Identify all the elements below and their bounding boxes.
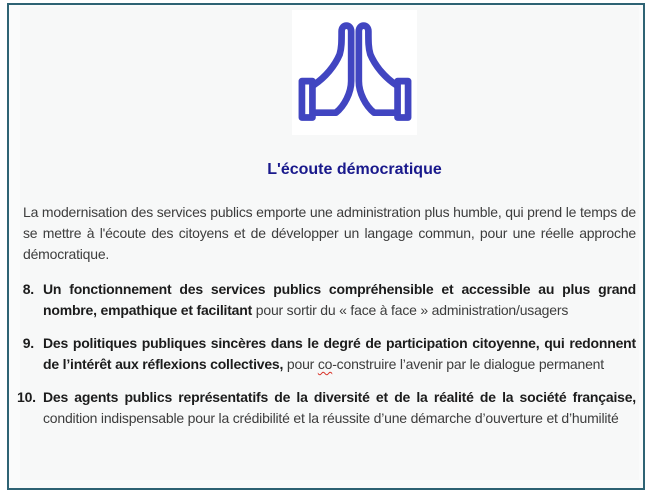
list-item-10 [17,387,636,429]
numbered-list [17,279,636,429]
spellcheck-underline-text: co [317,356,333,372]
intro-paragraph: La modernisation des services publics emporte une administration plus humble, qui prend le temps de se mettre à l'écoute des citoyens et de développer un langage commun, pour une réelle approche démocratique. [23,204,636,262]
list-item-bold-text: Un fonctionnement des services publics compréhensible et accessible au plus grand nombre, empathique et facilitant [43,281,636,318]
list-item-9 [23,333,636,375]
list-item-regular-text: condition indispensable pour la crédibilité et la réussite d’une démarche d’ouverture et d’humilité [43,410,619,426]
list-item-bold-text: Des agents publics représentatifs de la diversité et de la réalité de la société française, [43,389,636,405]
folded-hands-icon [295,18,415,128]
list-item-number: 8. [22,281,34,297]
list-item-regular-text: pour sortir du « face à face » administration/usagers [252,302,569,318]
list-item-number: 9. [22,335,34,351]
list-item-regular-text: pour [283,356,318,372]
list-item-number: 10. [17,389,36,405]
folded-hands-image [292,10,417,135]
list-item-8 [23,279,636,321]
list-item-regular-text: -construire l’avenir par le dialogue permanent [332,356,604,372]
document-page-border [7,3,645,490]
page-title: L'écoute démocratique [267,161,442,178]
document-content-panel [17,7,639,480]
list-item-bold-text: Des politiques publiques sincères dans le degré de participation citoyenne, qui redonnent de l’intérêt aux réflexions collectives, [43,335,636,372]
